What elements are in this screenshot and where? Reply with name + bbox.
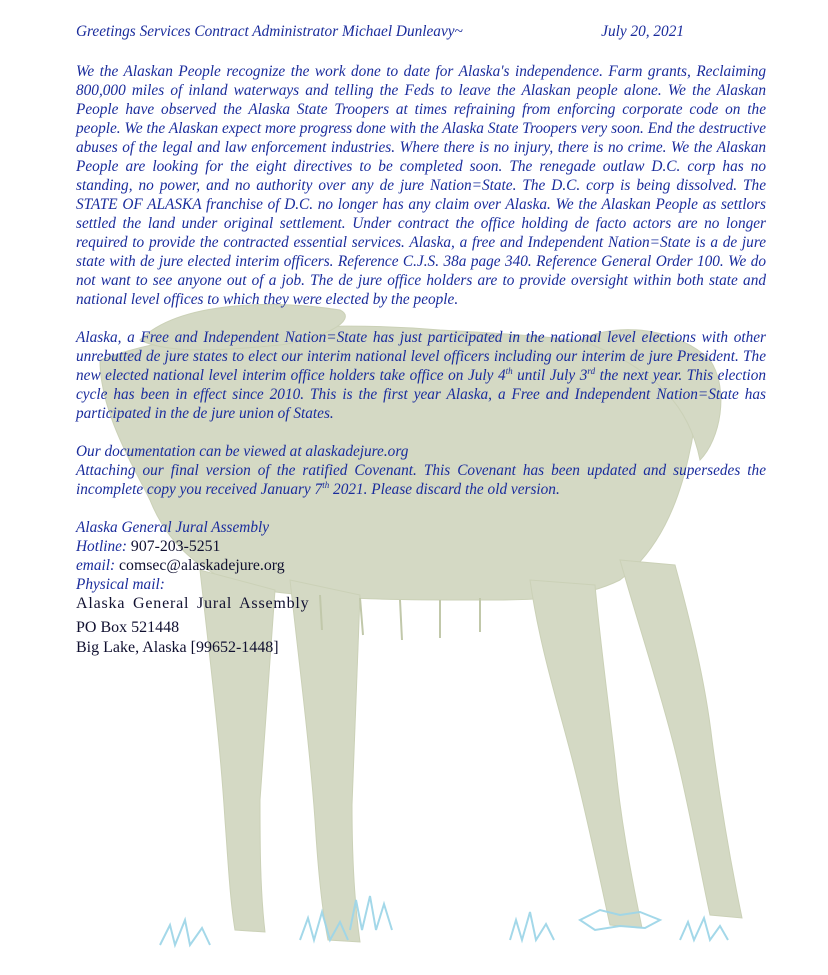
- email-label: email:: [76, 557, 116, 574]
- hotline-line: [76, 537, 766, 556]
- address-po-box: PO Box 521448: [76, 619, 180, 636]
- paragraph-elections-text-a: Alaska, a Free and Independent Nation=State has just participated in the national level elections with other unrebutted de jure states to elect our interim national level officers including our interim de jure President. The new elected national level interim office holders take office on July 4: [76, 329, 766, 384]
- signature-org: Alaska General Jural Assembly: [76, 519, 270, 536]
- superscript-rd: rd: [587, 365, 596, 376]
- paragraph-elections-text-c: the next year. This election cycle has been in effect since 2010. This is the first year Alaska, a Free and Independent Nation=State has participated in the de jure union of States.: [76, 367, 766, 422]
- signature-block: [76, 518, 766, 658]
- covenant-text-a: Attaching our final version of the ratified Covenant. This Covenant has been updated and supersedes the incomplete copy you received January 7: [76, 462, 766, 498]
- paragraph-elections: [76, 328, 766, 423]
- superscript-th: th: [505, 365, 513, 376]
- letter-heading: [76, 22, 766, 41]
- letter-body: [76, 22, 766, 658]
- paragraph-independence: We the Alaskan People recognize the work done to date for Alaska's independence. Farm grants, Reclaiming 800,000 miles of inland waterways and telling the Feds to leave the Alaskan people alone. We the Alaskan People have observed the Alaska State Troopers at times refraining from enforcing corporate code on the people. We the Alaskan expect more progress done with the Alaska State Troopers very soon. End the destructive abuses of the legal and law enforcement industries. Where there is no injury, there is no crime. We the Alaskan People are looking for the eight directives to be completed soon. The renegade outlaw D.C. corp has no standing, no power, and no authority over any de jure Nation=State. The D.C. corp is being dissolved. The STATE OF ALASKA franchise of D.C. no longer has any claim over Alaska. We the Alaskan People as settlors settled the land under original settlement. Under contract the office holding de facto actors are no longer required to provide the contracted essential services. Alaska, a free and Independent Nation=State is a de jure state with de jure elected interim officers. Reference C.J.S. 38a page 340. Reference General Order 100. We do not want to see anyone out of a job. The de jure office holders are to provide oversight within both state and national level offices to which they were elected by the people.: [76, 63, 766, 308]
- covenant-text-b: 2021. Please discard the old version.: [329, 481, 560, 498]
- email-line: [76, 556, 766, 575]
- email-address: comsec@alaskadejure.org: [115, 557, 285, 574]
- documentation-line: Our documentation can be viewed at alaskadejure.org: [76, 443, 409, 460]
- superscript-th-2: th: [322, 479, 330, 490]
- address-city: Big Lake, Alaska [99652-1448]: [76, 639, 279, 656]
- paragraph-documentation: [76, 442, 766, 499]
- address-name: Alaska General Jural Assembly: [76, 595, 310, 612]
- letter-date: July 20, 2021: [601, 23, 684, 40]
- hotline-label: Hotline:: [76, 538, 127, 555]
- greeting-line: Greetings Services Contract Administrator Michael Dunleavy~: [76, 23, 463, 40]
- paragraph-elections-text-b: until July 3: [512, 367, 588, 384]
- mail-label: Physical mail:: [76, 576, 165, 593]
- hotline-number: 907-203-5251: [126, 538, 221, 555]
